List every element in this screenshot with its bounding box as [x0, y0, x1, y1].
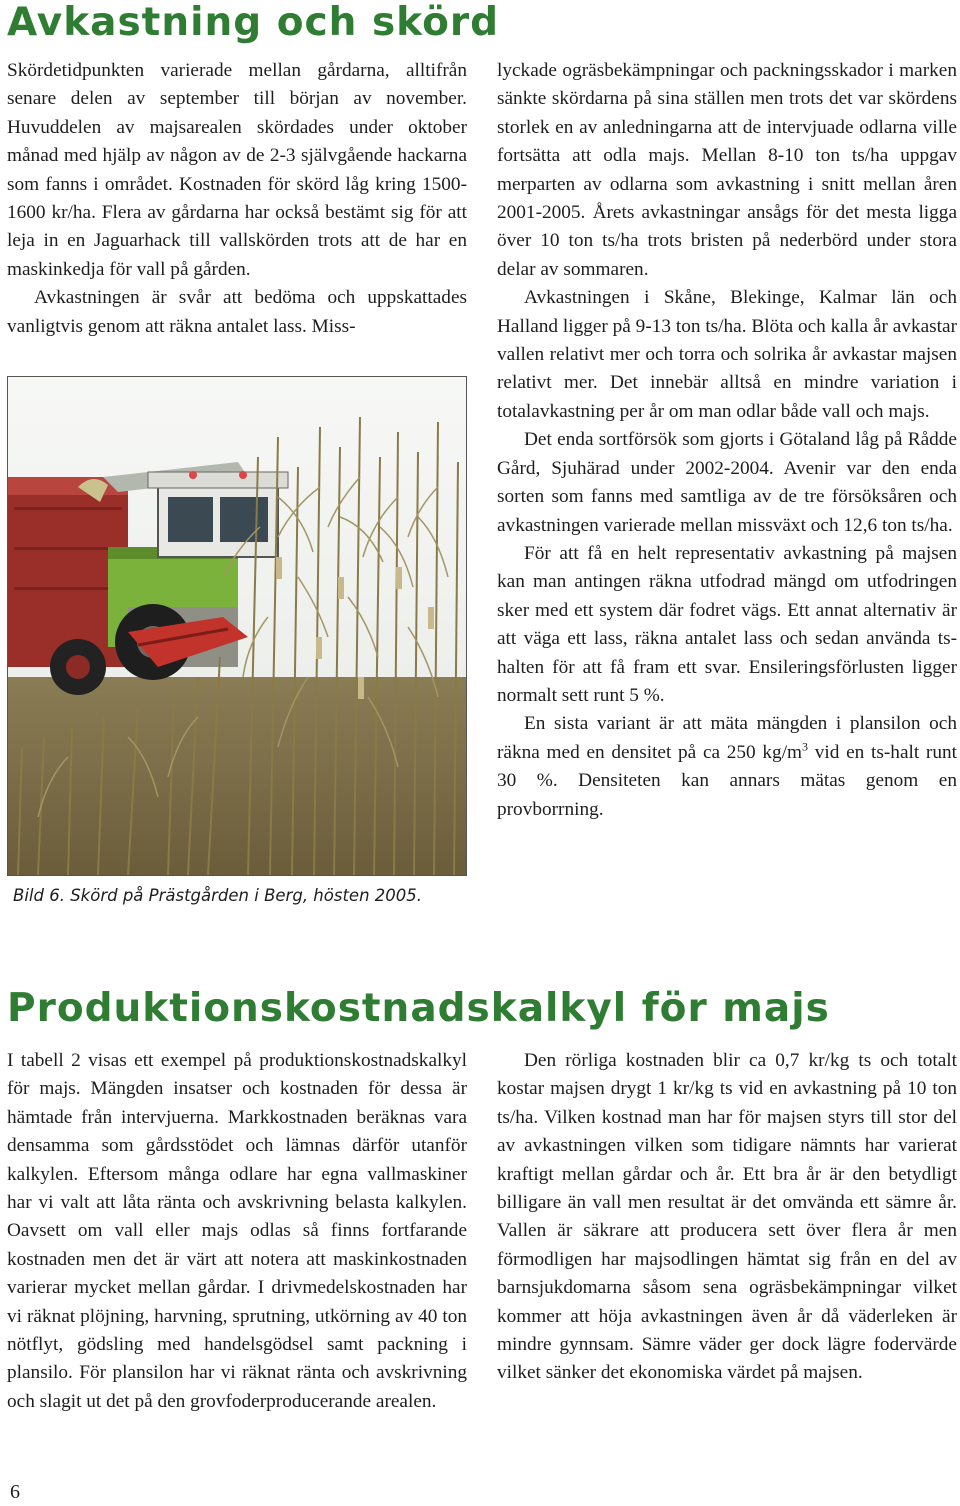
section-heading-produktionskostnad: Produktionskostnadskalkyl för majs [7, 986, 830, 1031]
section2-left-column [7, 1047, 467, 1416]
paragraph [497, 710, 957, 824]
page-number: 6 [10, 1481, 20, 1503]
paragraph: lyckade ogräsbekämpningar och packningsskador i marken sänkte skördarna på sina ställen men trots det var skördens storlek en av anledningarna att de intervjuade odlarna ville fortsätta att odla majs. Mellan 8-10 ton ts/ha uppgav merparten av odlarna som avkastning i snitt mellan åren 2001-2005. Årets avkastningar ansågs för det mesta ligga över 10 ton ts/ha trots bristen på nederbörd under stora delar av sommaren. [497, 60, 957, 280]
paragraph: Skördetidpunkten varierade mellan gårdarna, alltifrån senare delen av september till början av november. Huvuddelen av majsarealen skördades under oktober månad med hjälp av någon av de 2-3 självgående hackarna som fanns i området. Kostnaden för skörd låg kring 1500-1600 kr/ha. Flera av gårdarna har också bestämt sig för att leja in en Jaguarhack till vallskörden trots att de har en maskinkedja för vall på gården. [7, 60, 467, 280]
section2-right-column [497, 1047, 957, 1388]
superscript: 3 [802, 739, 809, 754]
paragraph-text: En sista variant är att mäta mängden i plansilon och räkna med en densitet på ca 250 kg/m [497, 713, 957, 763]
paragraph: Avkastningen är svår att bedöma och uppskattades vanligtvis genom att räkna antalet lass. Miss- [7, 287, 467, 337]
paragraph: Avkastningen i Skåne, Blekinge, Kalmar län och Halland ligger på 9-13 ton ts/ha. Blöta och kalla år avkastar vallen relativt mer och torra och solrika år avkastar majsen relativt mer. Det innebär alltså en mindre variation i totalavkastning per år om man odlar både vall och majs. [497, 287, 957, 422]
paragraph: Den rörliga kostnaden blir ca 0,7 kr/kg ts och totalt kostar majsen drygt 1 kr/kg ts vid en avkastning på 10 ton ts/ha. Vilken kostnad man har för majsen styrs till stor del av avkastningen vilken som tidigare nämnts har varierat kraftigt mellan gårdar och år. Ett bra år är den betydligt billigare än vall men resultat är det omvända ett sämre år. Vallen är säkrare att producera sett över flera år men förmodligen har majsodlingen hämtat sig från en del av barnsjukdomarna såsom sena ogräsbekämpningar vilket kommer att höja avkastningen även år då väderleken är mindre gynnsam. Sämre väder ger dock lägre fodervärde vilket sänker det ekonomiska värdet på majsen. [497, 1050, 957, 1384]
section1-right-column [497, 57, 957, 824]
harvest-photo [7, 376, 467, 876]
paragraph-text: vid en ts-halt runt 30 %. Densiteten kan annars mätas genom en provborrning. [497, 741, 957, 820]
paragraph: I tabell 2 visas ett exempel på produktionskostnadskalkyl för majs. Mängden insatser och kostnaden för dessa är hämtade från intervjuerna. Markkostnaden beräknas vara densamma som gårdsstödet och lämnas därför utanför kalkylen. Eftersom många odlare har egna vallmaskiner har vi valt att låta ränta och avskrivning belasta kalkylen. Oavsett om vall eller majs odlas så finns fortfarande kostnaden men det är värt att notera att maskinkostnaden varierar mycket mellan gårdar. I drivmedelskostnaden har vi räknat plöjning, harvning, sprutning, utkörning av 40 ton nötflyt, gödsling med handelsgödsel samt packning i plansilo. För plansilon har vi räknat ränta och avskrivning och slagit ut det på den grovfoderproducerande arealen. [7, 1050, 467, 1412]
section-heading-avkastning: Avkastning och skörd [7, 0, 500, 45]
photo-caption: Bild 6. Skörd på Prästgården i Berg, hösten 2005. [13, 886, 423, 905]
paragraph: Det enda sortförsök som gjorts i Götaland låg på Rådde Gård, Sjuhärad under 2002-2004. Avenir var den enda sorten som fanns med samtliga av de tre försöksåren och avkastningen varierade mellan missväxt och 12,6 ton ts/ha. [497, 429, 957, 536]
section1-left-column [7, 57, 467, 341]
paragraph: För att få en helt representativ avkastning på majsen kan man antingen räkna utfodrad mängd om utfodringen sker med ett system där fodret vägs. Ett annat alternativ är att väga ett lass, räkna antalet lass och sedan använda ts-halten för att få fram ett svar. Ensileringsförlusten ligger normalt sett runt 5 %. [497, 542, 957, 706]
forage-harvester-illustration [8, 377, 466, 875]
